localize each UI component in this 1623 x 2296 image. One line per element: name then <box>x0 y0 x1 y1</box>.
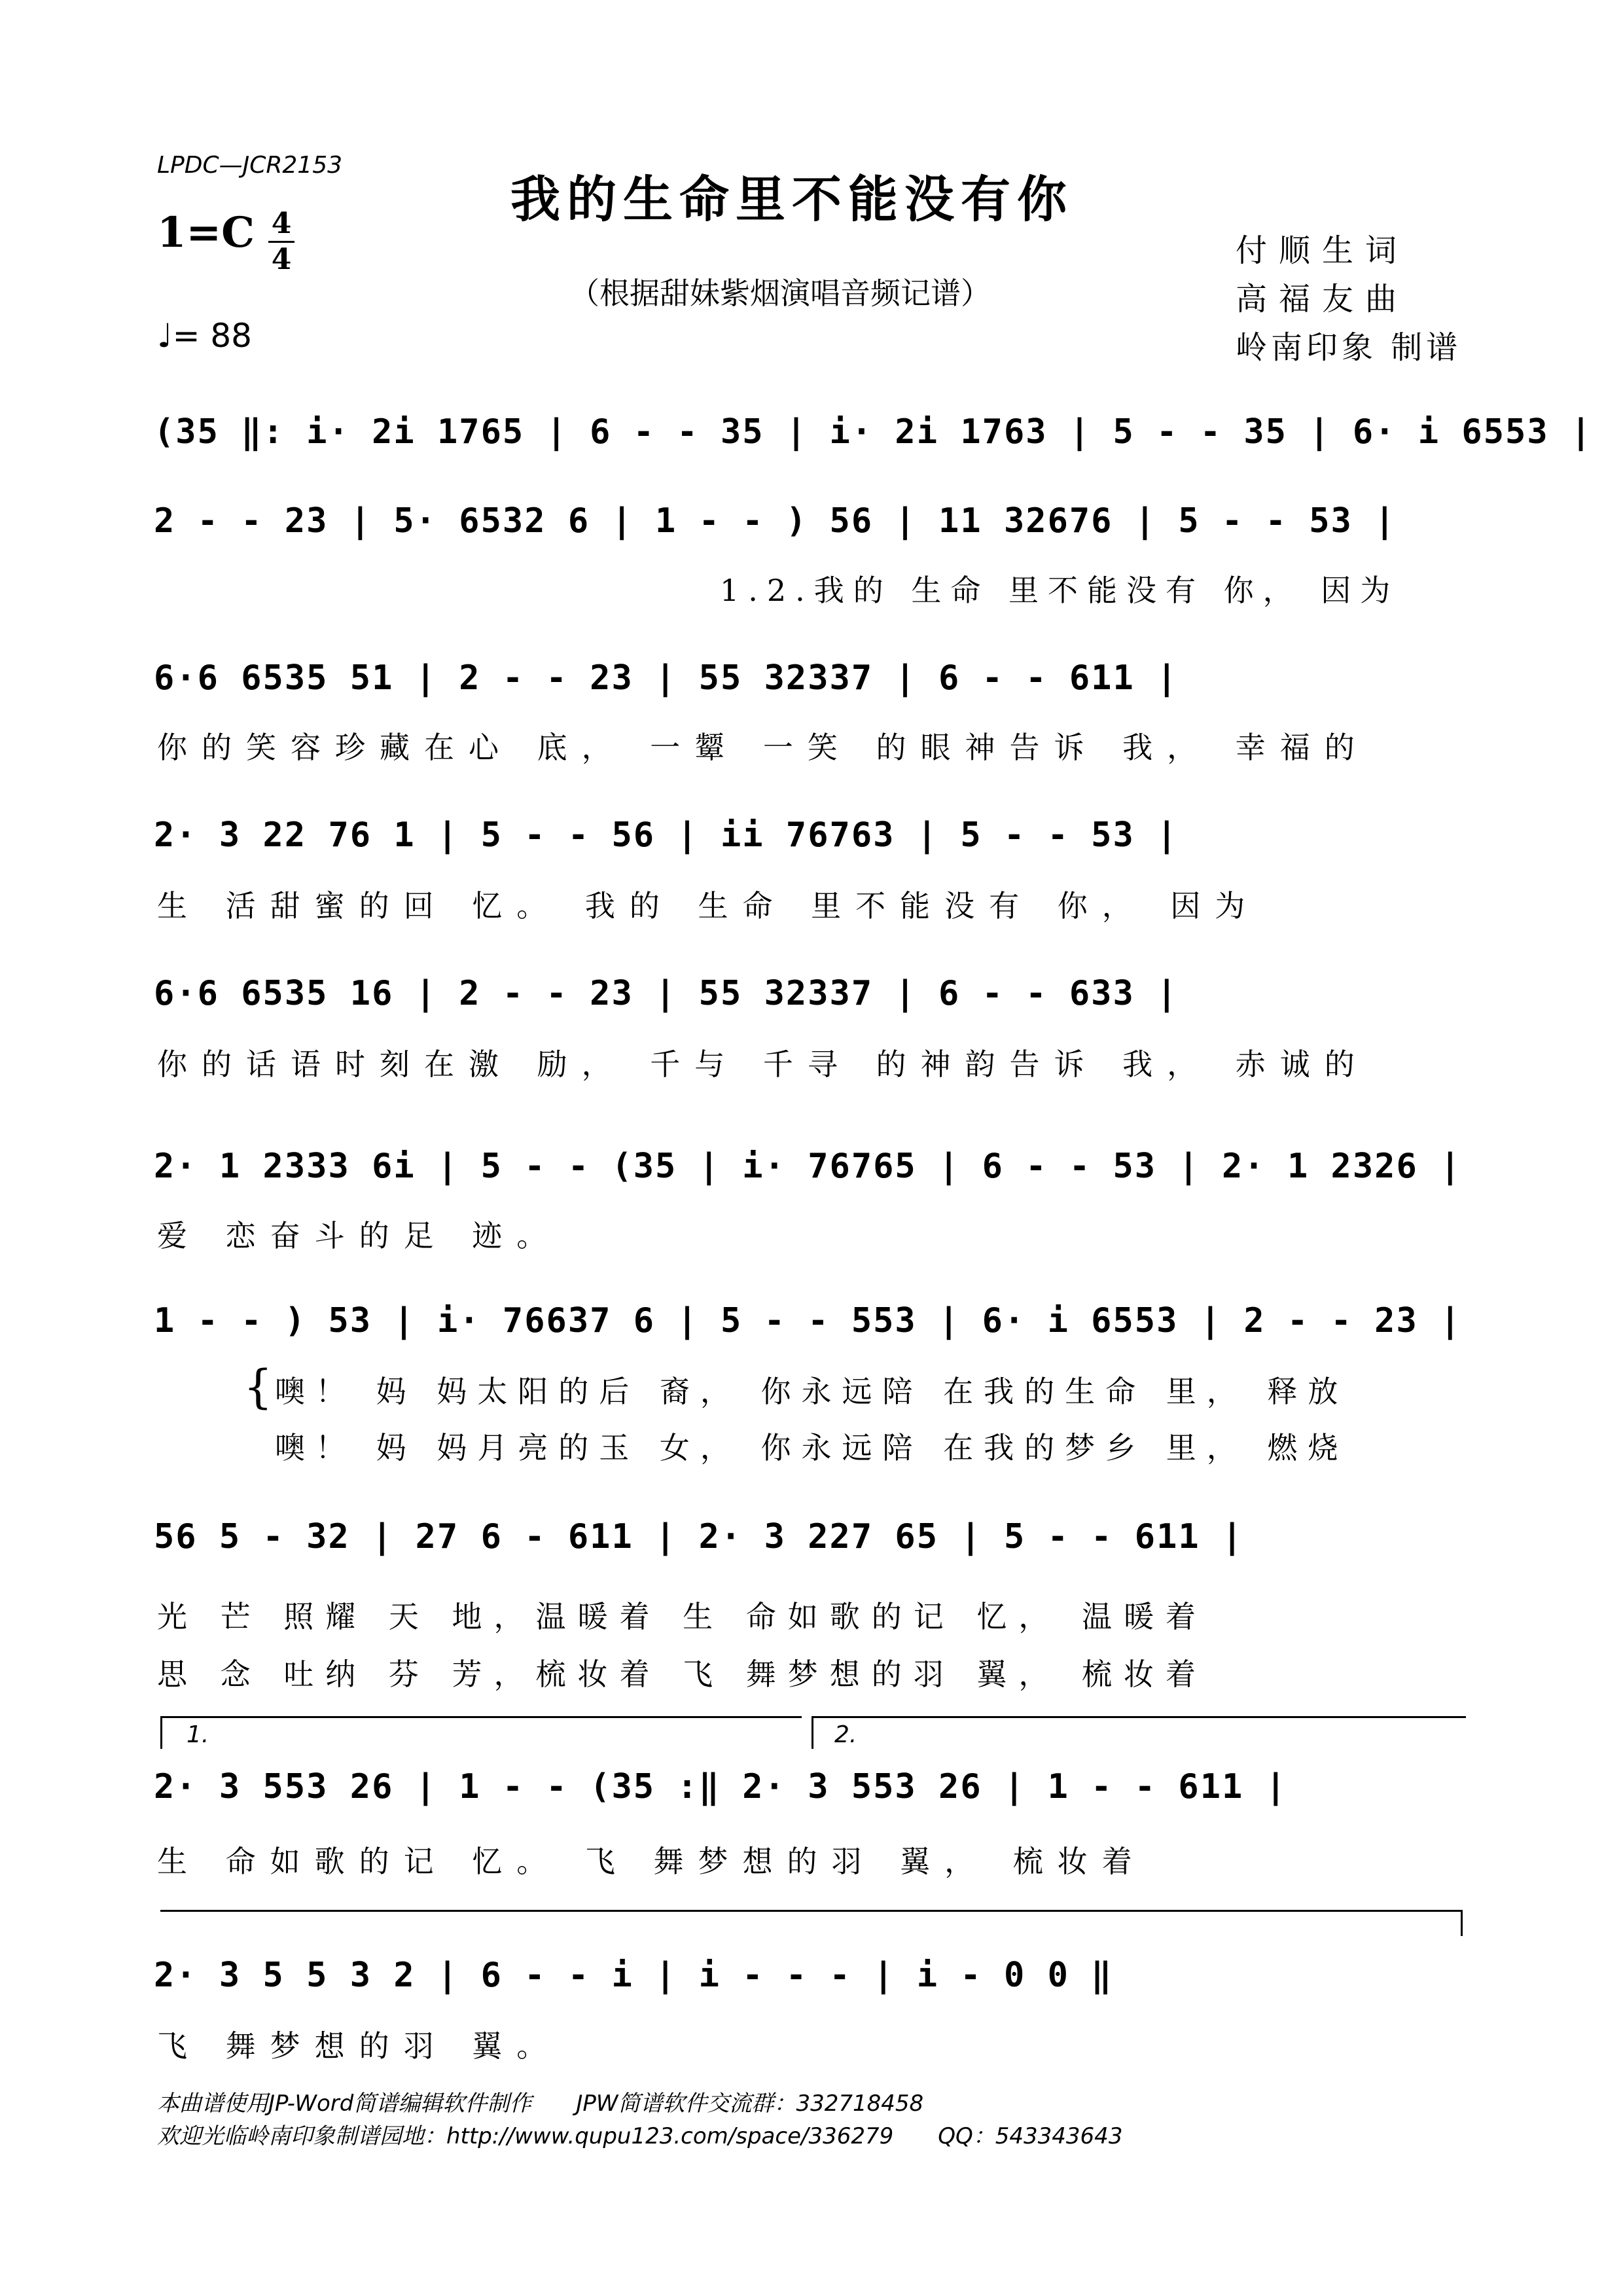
volta-bracket-2-left <box>812 1716 813 1749</box>
lyric-line-7b: 噢！ 妈 妈月亮的玉 女， 你永远陪 在我的梦乡 里， 燃烧 <box>275 1430 1349 1465</box>
notation-system-2: 2 - - 23 | 5· 6532 6 | 1 - - ) 56 | 11 32676 | 5 - - 53 | <box>154 501 1397 541</box>
lyric-line-10: 飞 舞梦想的羽 翼。 <box>157 2028 562 2064</box>
lyric-line-8a: 光 芒 照耀 天 地，温暖着 生 命如歌的记 忆， 温暖着 <box>157 1599 1207 1634</box>
arranger-credit: 岭南印象 制谱 <box>1236 329 1462 366</box>
notation-system-9: 2· 3 553 26 | 1 - - (35 :‖ 2· 3 553 26 | 1 - - 611 | <box>154 1767 1287 1806</box>
notation-system-6: 2· 1 2333 6i | 5 - - (35 | i· 76765 | 6 - - 53 | 2· 1 2326 | <box>154 1147 1462 1186</box>
lyric-line-4: 生 活甜蜜的回 忆。 我的 生命 里不能没有 你， 因为 <box>157 888 1260 924</box>
notation-system-8: 56 5 - 32 | 27 6 - 611 | 2· 3 227 65 | 5 - - 611 | <box>154 1517 1244 1556</box>
notation-system-7: 1 - - ) 53 | i· 76637 6 | 5 - - 553 | 6· i 6553 | 2 - - 23 | <box>154 1301 1462 1340</box>
verse-brace: { <box>243 1360 273 1414</box>
key-signature: 1=C <box>157 208 255 257</box>
time-signature-bottom: 4 <box>271 243 292 276</box>
lyricist-credit: 付顺生词 <box>1236 232 1409 269</box>
lyric-line-6: 爱 恋奋斗的足 迹。 <box>157 1218 562 1253</box>
lyric-line-5: 你的话语时刻在激 励， 千与 千寻 的神韵告诉 我， 赤诚的 <box>157 1047 1369 1082</box>
lyric-line-7a: 噢！ 妈 妈太阳的后 裔， 你永远陪 在我的生命 里， 释放 <box>275 1374 1349 1409</box>
lyric-line-2: 1.2.我的 生命 里不能没有 你， 因为 <box>720 573 1400 608</box>
tempo-mark: ♩= 88 <box>157 317 252 355</box>
notation-system-10: 2· 3 5 5 3 2 | 6 - - i | i - - - | i - 0 0 ‖ <box>154 1956 1113 1995</box>
volta-label-2: 2. <box>834 1721 857 1748</box>
lyric-line-3: 你的笑容珍藏在心 底， 一颦 一笑 的眼神告诉 我， 幸福的 <box>157 730 1369 765</box>
song-subtitle: （根据甜妹紫烟演唱音频记谱） <box>569 276 991 311</box>
score-code: LPDC—JCR2153 <box>157 152 343 179</box>
footer-line-1: 本曲谱使用JP-Word简谱编辑软件制作 JPW简谱软件交流群：332718458 <box>157 2090 924 2117</box>
volta-label-1: 1. <box>187 1721 209 1748</box>
notation-system-5: 6·6 6535 16 | 2 - - 23 | 55 32337 | 6 - - 633 | <box>154 974 1179 1013</box>
lyric-line-8b: 思 念 吐纳 芬 芳，梳妆着 飞 舞梦想的羽 翼， 梳妆着 <box>157 1657 1207 1692</box>
volta-bracket-1 <box>160 1716 802 1718</box>
composer-credit: 高福友曲 <box>1236 281 1409 317</box>
volta-bracket-1-left <box>160 1716 162 1749</box>
volta-bracket-2 <box>812 1716 1466 1718</box>
song-title: 我的生命里不能没有你 <box>510 170 1073 228</box>
lyric-line-9: 生 命如歌的记 忆。 飞 舞梦想的羽 翼， 梳妆着 <box>157 1844 1147 1879</box>
notation-system-4: 2· 3 22 76 1 | 5 - - 56 | ii 76763 | 5 - - 53 | <box>154 816 1179 855</box>
notation-system-3: 6·6 6535 51 | 2 - - 23 | 55 32337 | 6 - - 611 | <box>154 658 1179 698</box>
coda-bracket-right <box>1461 1910 1463 1936</box>
time-signature-top: 4 <box>271 207 292 240</box>
coda-bracket <box>160 1910 1463 1912</box>
footer-line-2: 欢迎光临岭南印象制谱园地：http://www.qupu123.com/space/336279 QQ：543343643 <box>157 2123 1123 2149</box>
time-signature <box>268 208 294 276</box>
notation-system-1: (35 ‖: i· 2i 1765 | 6 - - 35 | i· 2i 1763 | 5 - - 35 | 6· i 6553 | <box>154 412 1593 452</box>
